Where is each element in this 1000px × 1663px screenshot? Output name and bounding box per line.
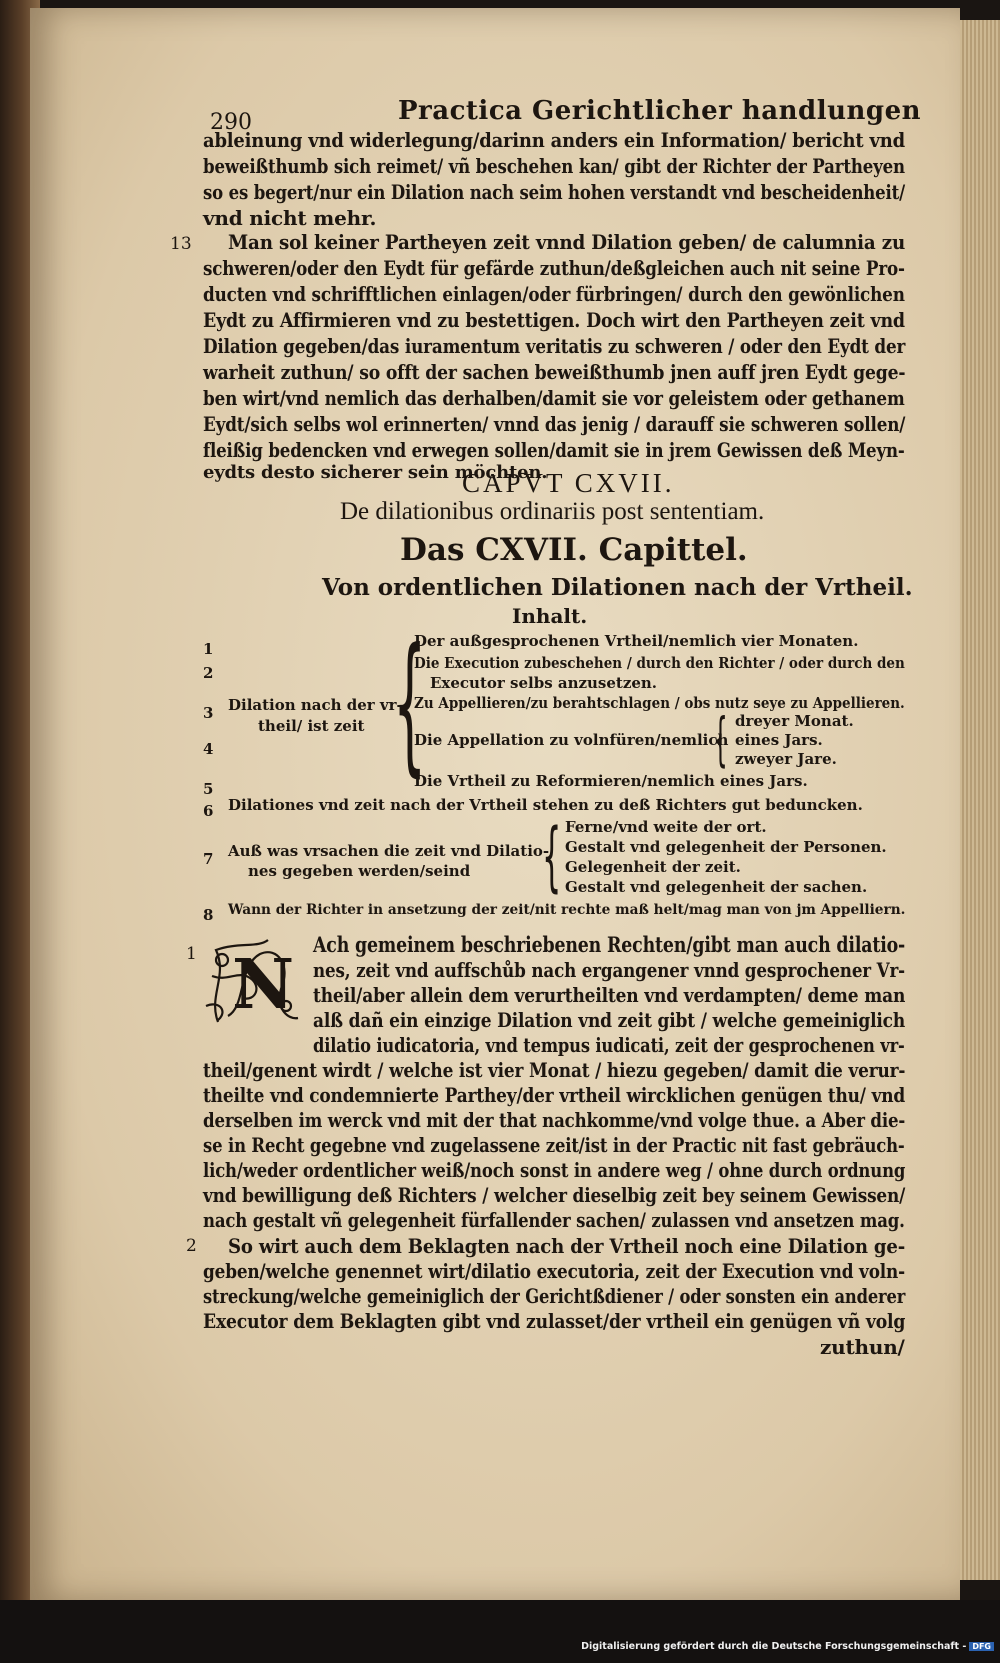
inhalt-heading: Inhalt. (512, 604, 588, 628)
appellation-term: dreyer Monat. (735, 712, 854, 730)
text-line: fleißig bedencken vnd erwegen sollen/damit sie in jrem Gewissen deß Meyn- (203, 438, 905, 462)
text-line: ben wirt/vnd nemlich das derhalben/damit sie vor geleistem oder gethanem (203, 386, 905, 410)
summary-item: Zu Appellieren/zu berahtschlagen / obs nutz seye zu Appellieren. (414, 694, 905, 712)
dfg-logo: DFG (969, 1642, 994, 1651)
reason-item: Gestalt vnd gelegenheit der sachen. (565, 878, 868, 896)
text-line: theil/genent wirdt / welche ist vier Monat / hiezu gegeben/ damit die verur- (203, 1058, 906, 1082)
text-line: so es begert/nur ein Dilation nach seim hohen verstandt vnd bescheidenheit/ (203, 180, 905, 204)
summary-number: 7 (203, 850, 214, 868)
text-line: So wirt auch dem Beklagten nach der Vrtheil noch eine Dilation ge- (228, 1234, 906, 1258)
summary-number: 8 (203, 906, 214, 924)
appellation-term: eines Jars. (735, 731, 823, 749)
summary-brace: { (393, 617, 427, 791)
appellation-brace: { (713, 705, 728, 773)
text-line: Executor dem Beklagten gibt vnd zulasset/der vrtheil ein genügen vñ volg (203, 1309, 906, 1333)
summary-line-8: Wann der Richter in ansetzung der zeit/nit rechte maß helt/mag man von jm Appelliern. (228, 902, 906, 918)
reason-item: Ferne/vnd weite der ort. (565, 818, 767, 836)
text-line: Man sol keiner Partheyen zeit vnnd Dilation geben/ de calumnia zu (228, 230, 906, 254)
running-head: Practica Gerichtlicher handlungen (398, 96, 922, 126)
page-number: 290 (210, 110, 252, 135)
summary-item: Der außgesprochenen Vrtheil/nemlich vier Monaten. (414, 632, 859, 650)
german-title: Von ordentlichen Dilationen nach der Vrtheil. (322, 574, 913, 601)
decorated-initial (198, 936, 308, 1028)
viewer-footer (0, 1600, 1000, 1663)
dfg-credit (581, 1641, 994, 1652)
catchword: zuthun/ (820, 1335, 905, 1359)
summary-item: Executor selbs anzusetzen. (430, 674, 658, 692)
text-line: Dilation gegeben/das iuramentum veritatis zu schweren / oder den Eydt der (203, 334, 906, 358)
summary-item: Die Appellation zu volnfüren/nemlich (414, 731, 729, 749)
summary-item: Die Execution zubeschehen / durch den Richter / oder durch den (414, 654, 905, 672)
text-line: dilatio iudicatoria, vnd tempus iudicati, zeit der gesprochenen vr- (313, 1033, 905, 1057)
marginal-number: 13 (170, 234, 192, 254)
marginal-number: 1 (186, 944, 197, 964)
summary-number: 6 (203, 802, 214, 820)
summary-number: 5 (203, 780, 214, 798)
text-line: Eydt/sich selbs wol erinnerten/ vnnd das jenig / darauff sie schweren sollen/ (203, 412, 906, 436)
text-line: geben/welche genennet wirt/dilatio executoria, zeit der Execution vnd voln- (203, 1259, 905, 1283)
text-line: theil/aber allein dem verurtheilten vnd verdampten/ deme man (313, 983, 906, 1007)
text-line: theilte vnd condemnierte Parthey/der vrtheil wircklichen genügen thu/ vnd (203, 1083, 906, 1107)
text-line: ducten vnd schrifftlichen einlagen/oder fürbringen/ durch den gewönlichen (203, 282, 905, 306)
summary-label: Dilation nach der vr- (228, 696, 403, 714)
reason-item: Gelegenheit der zeit. (565, 858, 741, 876)
summary-number: 4 (203, 740, 214, 758)
caput-heading: CAPVT CXVII. (462, 468, 675, 498)
credit-text: Digitalisierung gefördert durch die Deutsche Forschungsgemeinschaft - (581, 1641, 967, 1652)
page-edges (960, 20, 1000, 1580)
initial-letter: N (232, 945, 295, 1025)
text-line: nach gestalt vñ gelegenheit fürfallender sachen/ zulassen vnd ansetzen mag. (203, 1208, 905, 1232)
text-line: vnd bewilligung deß Richters / welcher dieselbig zeit bey seinem Gewissen/ (203, 1183, 906, 1207)
latin-title: De dilationibus ordinariis post sententiam. (340, 498, 765, 525)
text-line: Ach gemeinem beschriebenen Rechten/gibt man auch dilatio- (313, 932, 906, 957)
summary-item: Die Vrtheil zu Reformieren/nemlich eines Jars. (414, 772, 808, 790)
text-line: se in Recht gegebne vnd zugelassene zeit/ist in der Practic nit fast gebräuch- (203, 1133, 905, 1157)
appellation-term: zweyer Jare. (735, 750, 837, 768)
text-line: ableinung vnd widerlegung/darinn anders ein Information/ bericht vnd (203, 128, 905, 152)
text-line: warheit zuthun/ so offt der sachen beweißthumb jnen auff jren Eydt gege- (203, 360, 906, 384)
text-line: schweren/oder den Eydt für gefärde zuthun/deßgleichen auch nit seine Pro- (203, 256, 905, 280)
summary-label: nes gegeben werden/seind (248, 862, 471, 880)
reason-item: Gestalt vnd gelegenheit der Personen. (565, 838, 887, 856)
summary-line-6: Dilationes vnd zeit nach der Vrtheil stehen zu deß Richters gut beduncken. (228, 796, 863, 814)
summary-label: theil/ ist zeit (258, 717, 365, 735)
text-line: derselben im werck vnd mit der that nachkomme/vnd volge thue. a Aber die- (203, 1108, 906, 1132)
text-line: alß dañ ein einzige Dilation vnd zeit gibt / welche gemeiniglich (313, 1008, 906, 1032)
summary-number: 1 (203, 640, 214, 658)
german-chapter-heading: Das CXVII. Capittel. (400, 532, 748, 568)
summary-number: 3 (203, 704, 214, 722)
text-line: streckung/welche gemeiniglich der Gerichtßdiener / oder sonsten ein anderer (203, 1284, 906, 1308)
marginal-number: 2 (186, 1236, 197, 1256)
text-line: Eydt zu Affirmieren vnd zu bestettigen. Doch wirt den Partheyen zeit vnd (203, 308, 905, 332)
summary-number: 2 (203, 664, 214, 682)
summary-label: Auß was vrsachen die zeit vnd Dilatio- (228, 842, 550, 860)
text-line: beweißthumb sich reimet/ vñ beschehen kan/ gibt der Richter der Partheyen (203, 154, 905, 178)
reasons-brace: { (542, 811, 562, 900)
text-line: vnd nicht mehr. (203, 206, 377, 230)
text-line: lich/weder ordentlicher weiß/noch sonst in andere weg / ohne durch ordnung (203, 1158, 906, 1182)
text-line: nes, zeit vnd auffschůb nach ergangener vnnd gesprochener Vr- (313, 958, 905, 982)
text-line: eydts desto sicherer sein möchten. (203, 462, 548, 483)
